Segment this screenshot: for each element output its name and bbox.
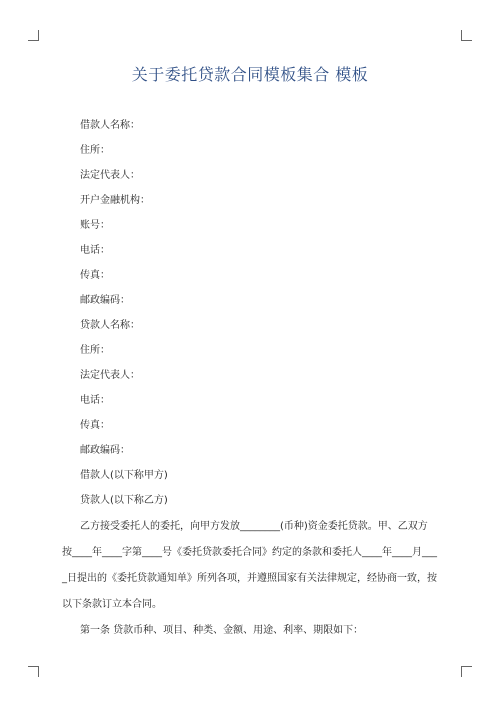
field-borrower-address: 住所： — [80, 145, 110, 156]
crop-mark-top-right — [461, 30, 472, 41]
field-borrower-fax: 传真： — [80, 270, 110, 281]
crop-mark-top-left — [28, 30, 39, 41]
field-borrower-phone: 电话： — [80, 245, 110, 256]
field-lender-address: 住所： — [80, 345, 110, 356]
article-1-heading: 第一条 贷款币种、项目、种类、金额、用途、利率、期限如下： — [80, 625, 364, 636]
party-b-note: 贷款人(以下称乙方) — [80, 495, 168, 506]
field-lender-legal-rep: 法定代表人： — [80, 370, 140, 381]
field-lender-name: 贷款人名称： — [80, 320, 140, 331]
field-lender-fax: 传真： — [80, 420, 110, 431]
field-lender-postcode: 邮政编码： — [80, 445, 130, 456]
body-line-3: _日提出的《委托贷款通知单》所列各项，并遵照国家有关法律规定，经协商一致，按 — [62, 573, 437, 584]
field-borrower-bank: 开户金融机构： — [80, 195, 150, 206]
body-line-2: 按____年____字第____号《委托贷款委托合同》约定的条款和委托人____年____月___ — [62, 547, 437, 558]
field-borrower-legal-rep: 法定代表人： — [80, 170, 140, 181]
field-borrower-account: 账号： — [80, 220, 110, 231]
crop-mark-bottom-right — [461, 666, 472, 677]
field-borrower-name: 借款人名称： — [80, 120, 140, 131]
field-borrower-postcode: 邮政编码： — [80, 295, 130, 306]
body-line-1: 乙方接受委托人的委托，向甲方发放________(币种)资金委托贷款。甲、乙双方 — [80, 521, 428, 532]
body-line-4: 以下条款订立本合同。 — [62, 599, 162, 610]
document-title: 关于委托贷款合同模板集合 模板 — [131, 65, 369, 84]
field-lender-phone: 电话： — [80, 395, 110, 406]
party-a-note: 借款人(以下称甲方) — [80, 470, 168, 481]
crop-mark-bottom-left — [28, 666, 39, 677]
